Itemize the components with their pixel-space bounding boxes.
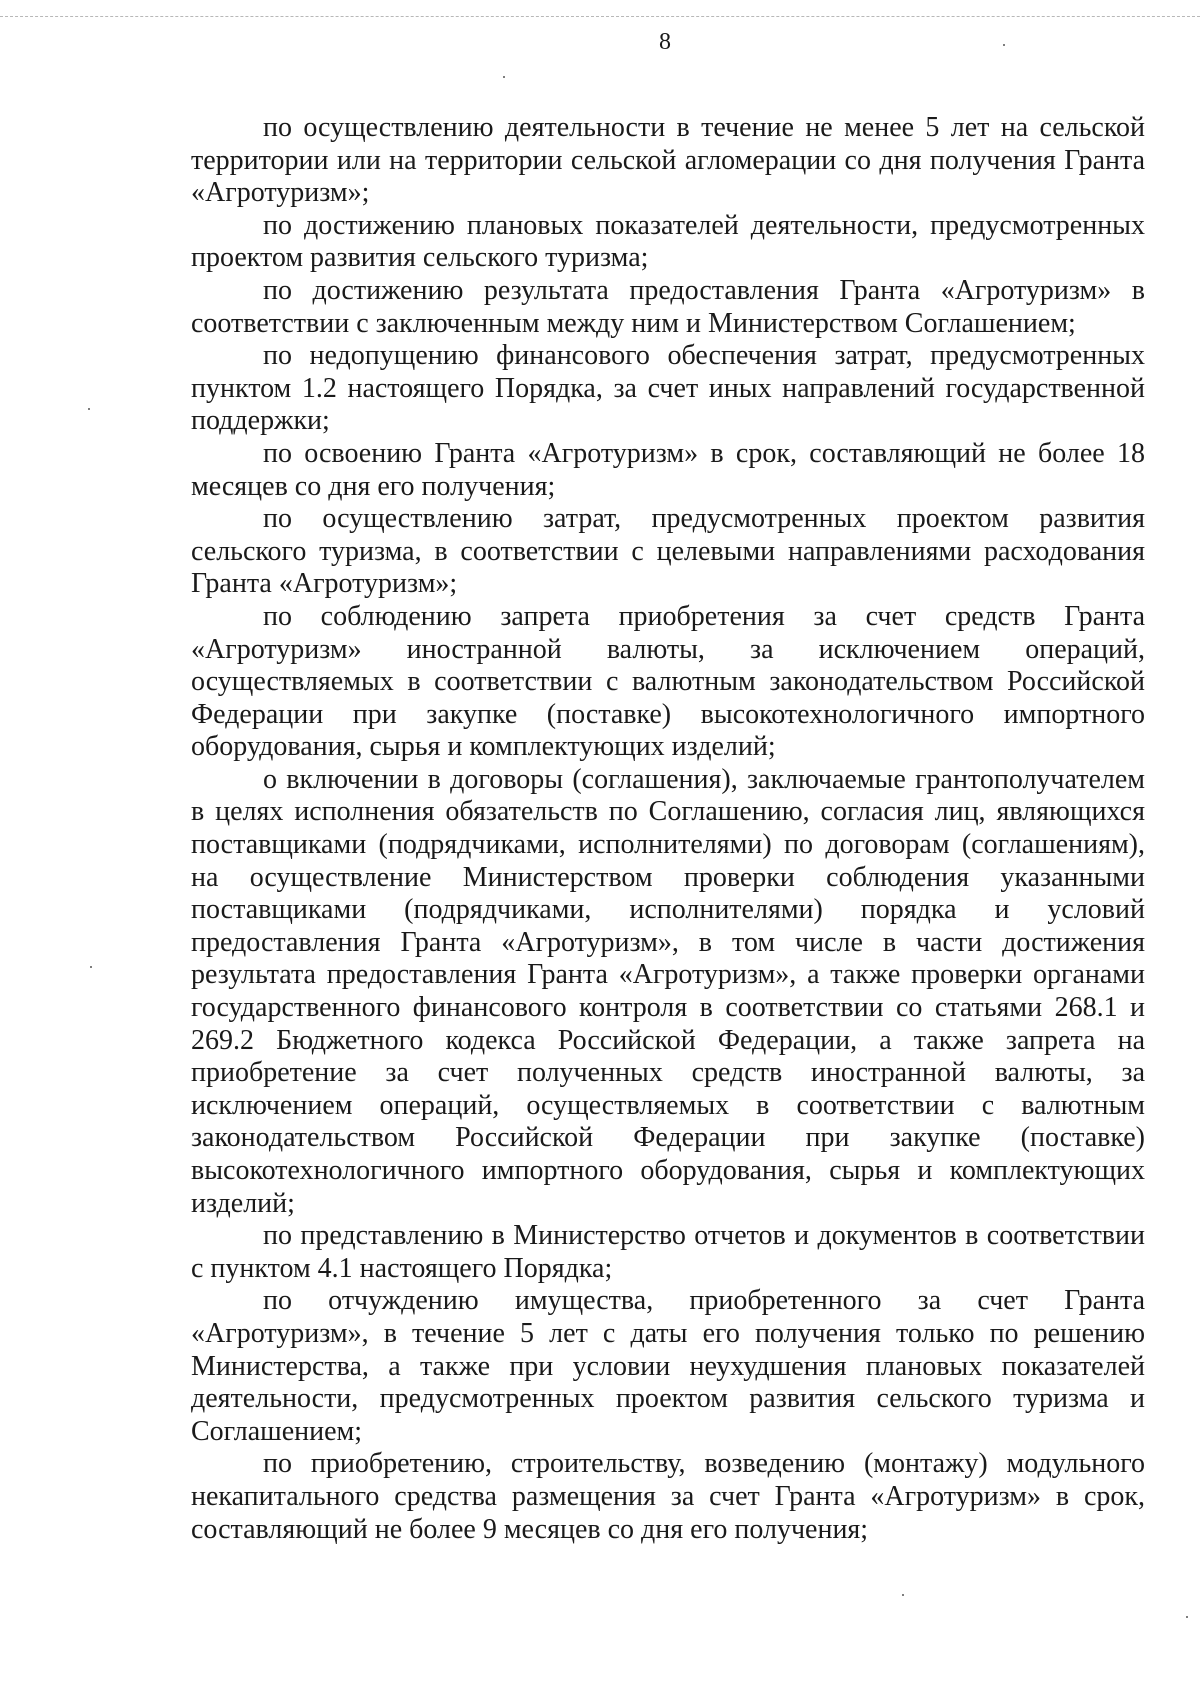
scan-speck	[1186, 1616, 1188, 1618]
paragraph: по приобретению, строительству, возведению (монтажу) модульного некапитального средства размещения за счет Гранта «Агротуризм» в срок, составляющий не более 9 месяцев со дня его получения;	[191, 1448, 1145, 1545]
paragraph: по отчуждению имущества, приобретенного за счет Гранта «Агротуризм», в течение 5 лет с даты его получения только по решению Министерства, а также при условии неухудшения плановых показателей деятельности, предусмотренных проектом развития сельского туризма и Соглашением;	[191, 1285, 1145, 1447]
scan-speck	[902, 1594, 904, 1596]
paragraph: по осуществлению затрат, предусмотренных проектом развития сельского туризма, в соответствии с целевыми направлениями расходования Гранта «Агротуризм»;	[191, 503, 1145, 600]
paragraph: по соблюдению запрета приобретения за счет средств Гранта «Агротуризм» иностранной валюты, за исключением операций, осуществляемых в соответствии с валютным законодательством Российской Федерации при закупке (поставке) высокотехнологичного импортного оборудования, сырья и комплектующих изделий;	[191, 600, 1145, 763]
scan-speck	[503, 76, 505, 78]
paragraph: по представлению в Министерство отчетов и документов в соответствии с пунктом 4.1 настоящего Порядка;	[191, 1220, 1145, 1284]
paragraph: по недопущению финансового обеспечения затрат, предусмотренных пунктом 1.2 настоящего Порядка, за счет иных направлений государственной поддержки;	[191, 340, 1145, 437]
paragraph: по достижению плановых показателей деятельности, предусмотренных проектом развития сельского туризма;	[191, 209, 1145, 274]
paragraph: по освоению Гранта «Агротуризм» в срок, составляющий не более 18 месяцев со дня его получения;	[191, 437, 1145, 502]
page-number: 8	[659, 29, 671, 55]
scan-top-edge	[0, 16, 1200, 17]
scan-speck	[88, 408, 90, 410]
scan-speck	[1003, 44, 1005, 46]
document-body	[191, 112, 1145, 1546]
paragraph: о включении в договоры (соглашения), заключаемые грантополучателем в целях исполнения обязательств по Соглашению, согласия лиц, являющихся поставщиками (подрядчиками, исполнителями) по договорам (соглашениям), на осуществление Министерством проверки соблюдения указанными поставщиками (подрядчиками, исполнителями) порядка и условий предоставления Гранта «Агротуризм», в том числе в части достижения результата предоставления Гранта «Агротуризм», а также проверки органами государственного финансового контроля в соответствии со статьями 268.1 и 269.2 Бюджетного кодекса Российской Федерации, а также запрета на приобретение за счет полученных средств иностранной валюты, за исключением операций, осуществляемых в соответствии с валютным законодательством Российской Федерации при закупке (поставке) высокотехнологичного импортного оборудования, сырья и комплектующих изделий;	[191, 763, 1145, 1219]
scan-speck	[90, 966, 92, 968]
paragraph: по достижению результата предоставления Гранта «Агротуризм» в соответствии с заключенным между ним и Министерством Соглашением;	[191, 274, 1145, 339]
paragraph: по осуществлению деятельности в течение не менее 5 лет на сельской территории или на территории сельской агломерации со дня получения Гранта «Агротуризм»;	[191, 112, 1145, 209]
